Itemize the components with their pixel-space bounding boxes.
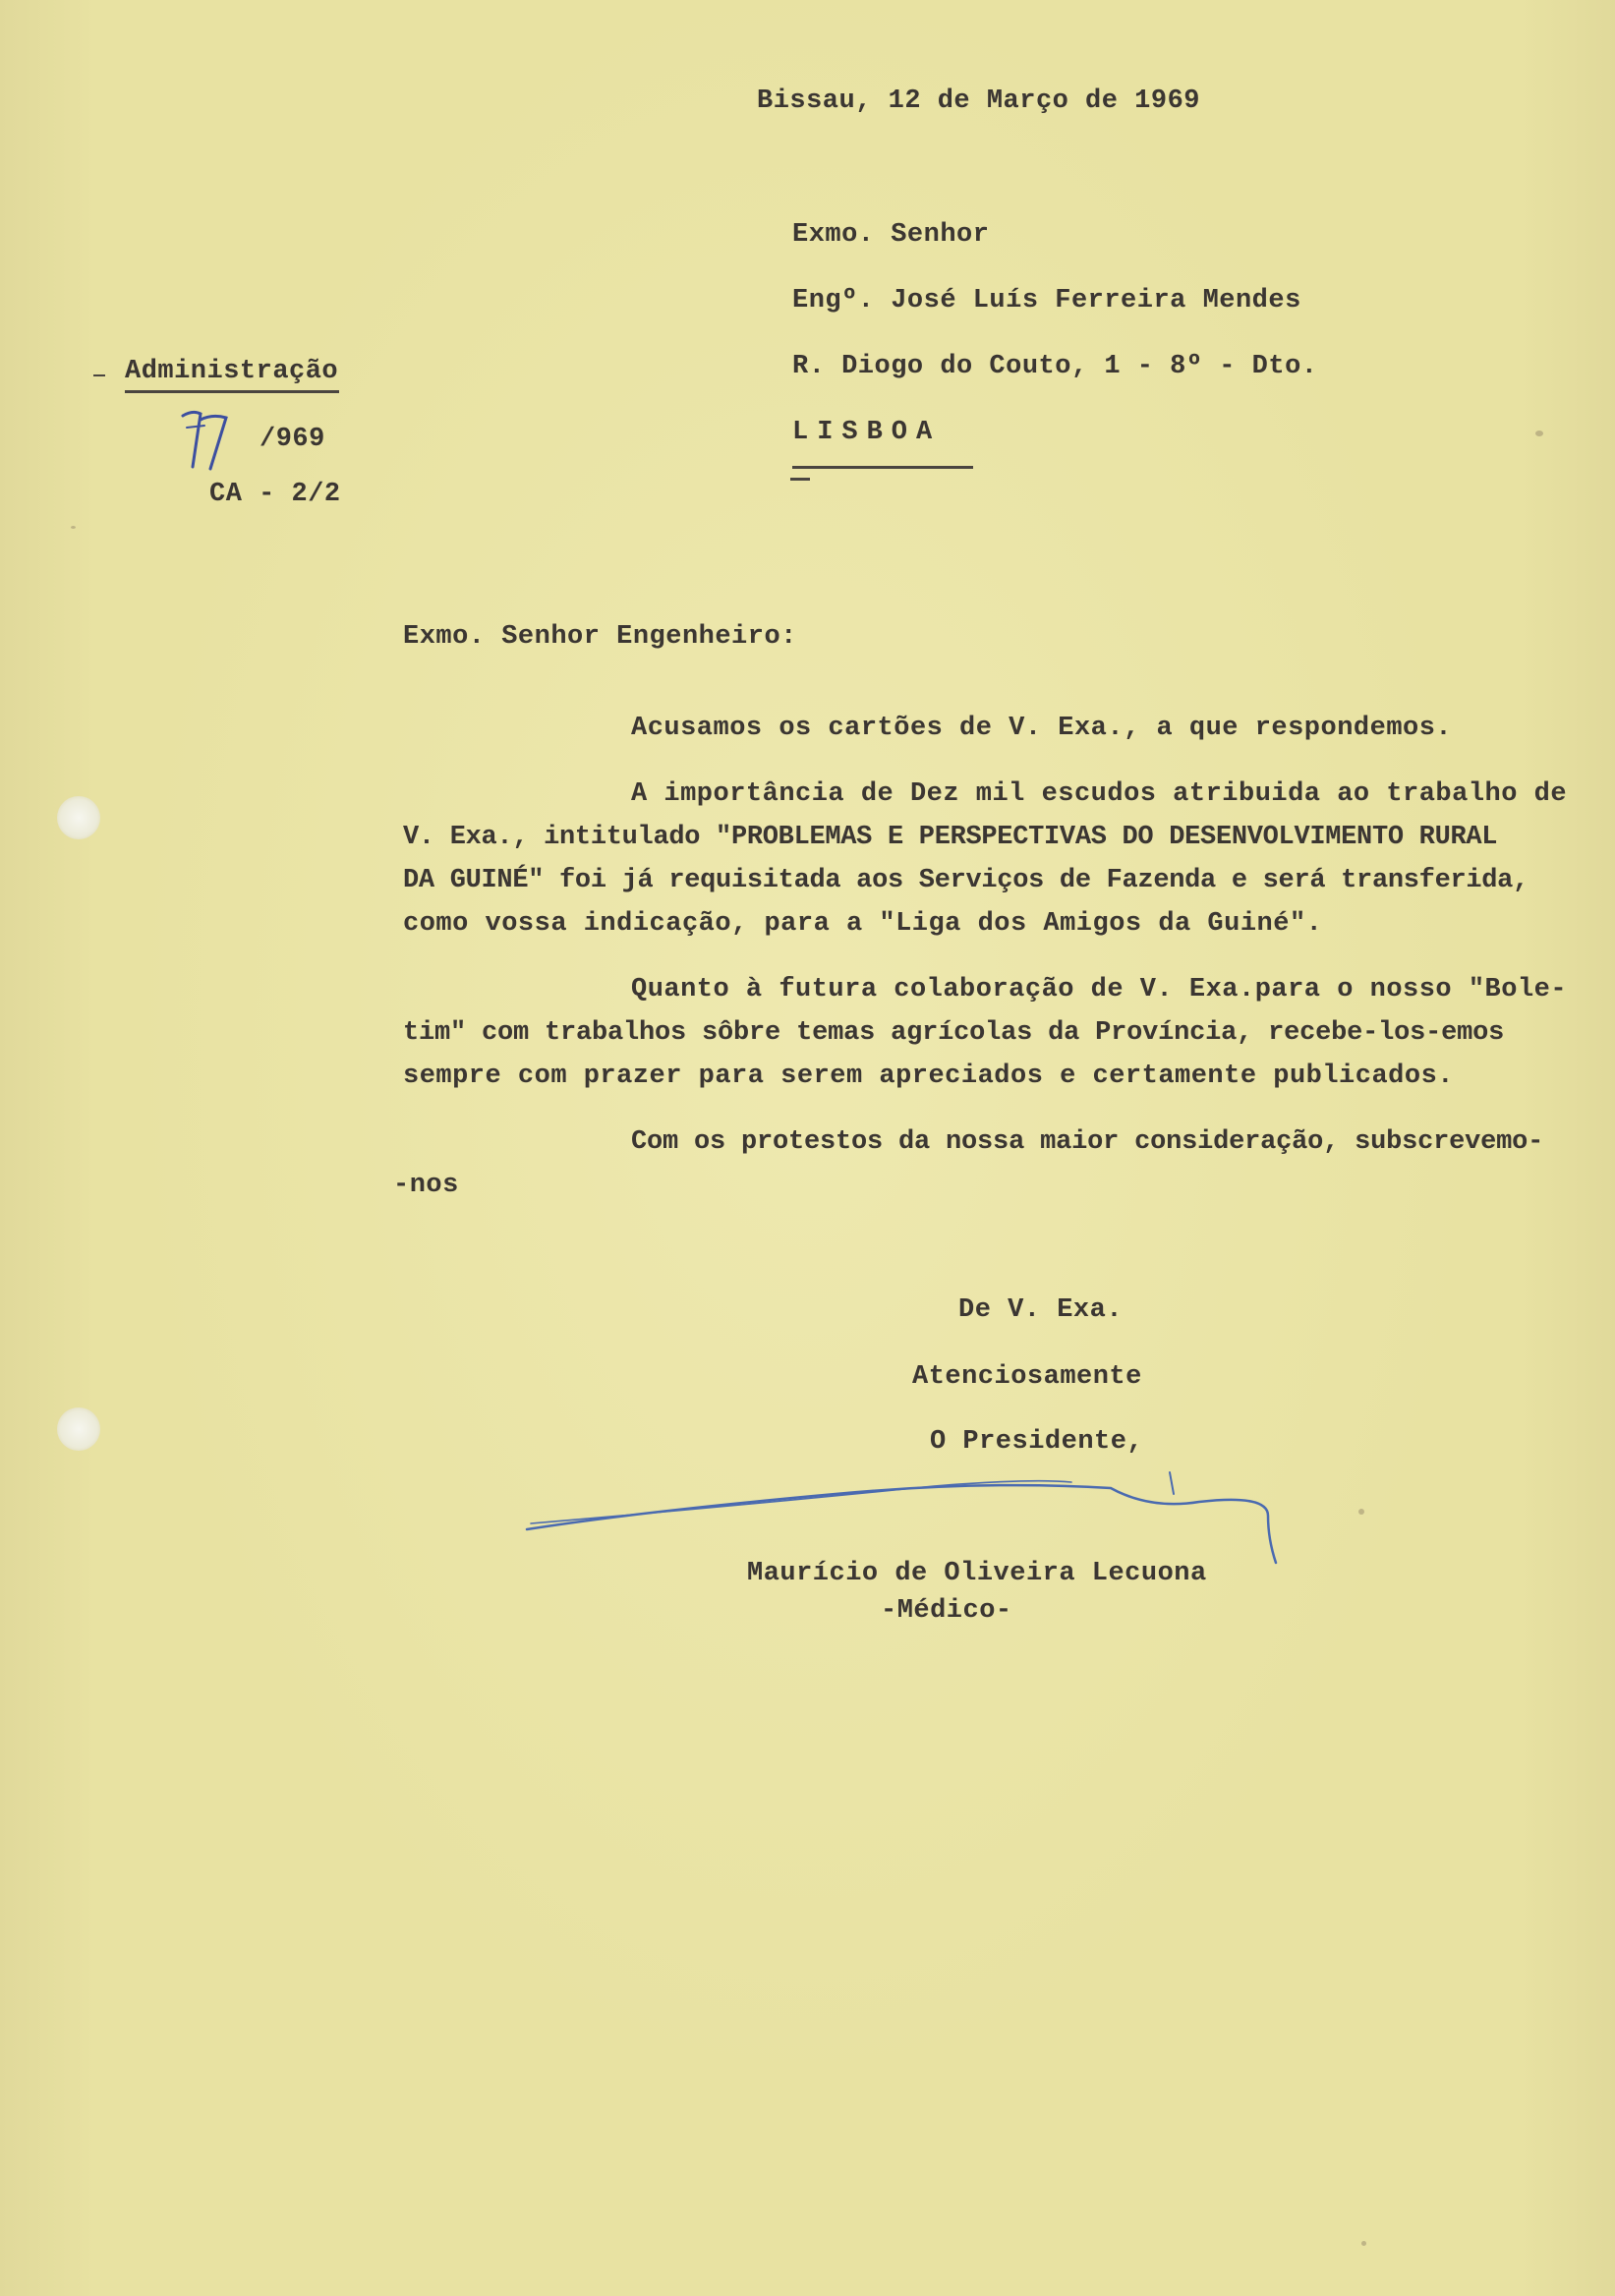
paragraph-line: -nos <box>393 1171 459 1200</box>
punch-hole <box>57 796 100 839</box>
paragraph-line: Acusamos os cartões de V. Exa., a que respondemos. <box>631 714 1453 743</box>
closing-line: De V. Exa. <box>958 1295 1124 1325</box>
signer-name: Maurício de Oliveira Lecuona <box>747 1559 1207 1588</box>
signer-title: -Médico- <box>881 1596 1012 1626</box>
paper-speck <box>1535 430 1543 436</box>
reference-year: /969 <box>260 425 325 454</box>
department-dash <box>93 374 105 376</box>
department-label: Administração <box>125 357 339 386</box>
paragraph-line: como vossa indicação, para a "Liga dos Amigos da Guiné". <box>403 909 1323 939</box>
city-dash <box>790 478 810 481</box>
handwritten-reference-number <box>179 406 238 485</box>
recipient-name: Engº. José Luís Ferreira Mendes <box>792 286 1301 316</box>
paper-speck <box>1358 1509 1364 1515</box>
paragraph-line: Com os protestos da nossa maior consideração, subscrevemo- <box>631 1127 1544 1157</box>
city-underline <box>792 466 973 469</box>
paragraph-line: A importância de Dez mil escudos atribuida ao trabalho de <box>631 779 1568 809</box>
closing-line: Atenciosamente <box>912 1362 1142 1392</box>
closing-line: O Presidente, <box>930 1427 1144 1457</box>
punch-hole <box>57 1407 100 1451</box>
paper-speck <box>71 526 76 529</box>
reference-code: CA - 2/2 <box>209 480 341 509</box>
recipient-address: R. Diogo do Couto, 1 - 8º - Dto. <box>792 352 1318 381</box>
recipient-salutation: Exmo. Senhor <box>792 220 990 250</box>
paper-speck <box>1361 2241 1366 2246</box>
paragraph-line: tim" com trabalhos sôbre temas agrícolas da Província, recebe-los-emos <box>403 1018 1505 1048</box>
paragraph-line: Quanto à futura colaboração de V. Exa.para o nosso "Bole- <box>631 975 1568 1004</box>
paragraph-line: V. Exa., intitulado "PROBLEMAS E PERSPECTIVAS DO DESENVOLVIMENTO RURAL <box>403 823 1498 852</box>
recipient-city: LISBOA <box>792 418 942 447</box>
letter-salutation: Exmo. Senhor Engenheiro: <box>403 622 797 652</box>
paragraph-line: sempre com prazer para serem apreciados e certamente publicados. <box>403 1062 1454 1091</box>
letter-date: Bissau, 12 de Março de 1969 <box>757 86 1200 116</box>
paragraph-line: DA GUINÉ" foi já requisitada aos Serviços de Fazenda e será transferida, <box>403 866 1528 895</box>
department-underline <box>125 390 339 393</box>
